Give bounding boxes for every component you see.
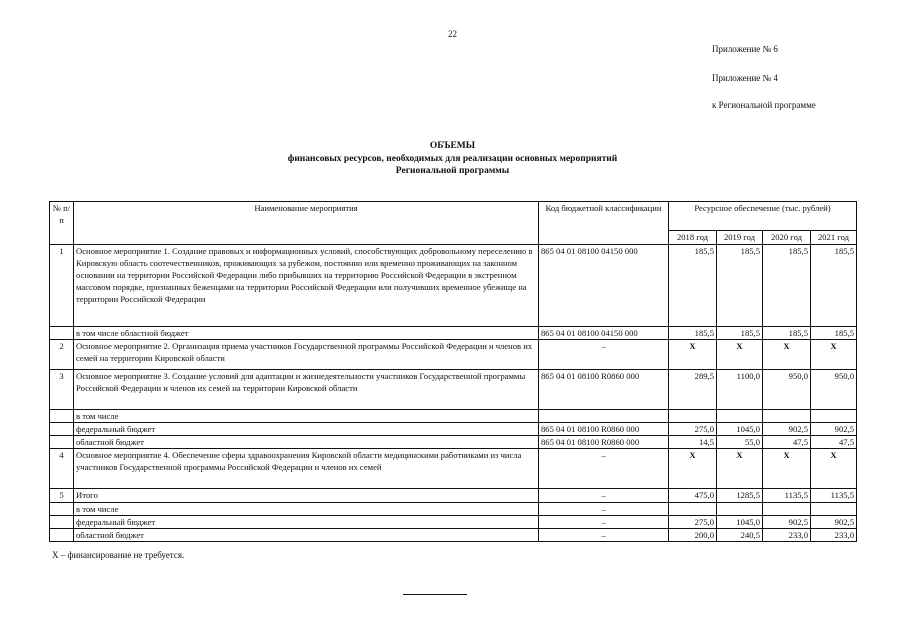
row-value: 185,5 — [763, 327, 811, 340]
header-code: Код бюджетной классификации — [539, 202, 669, 245]
header-resource: Ресурсное обеспечение (тыс. рублей) — [669, 202, 857, 231]
row-code: 865 04 01 08100 R0860 000 — [539, 436, 669, 449]
row-value: Х — [669, 449, 717, 489]
row-value: 1285,5 — [717, 489, 763, 503]
row-name: Основное мероприятие 2. Организация приема участников Государственной программы Российской Федерации и членов их семей на территории Кировской области — [74, 340, 539, 370]
row-value — [669, 410, 717, 423]
row-num — [50, 529, 74, 542]
row-value — [811, 503, 857, 516]
row-value: 185,5 — [669, 327, 717, 340]
row-value: 902,5 — [811, 423, 857, 436]
row-code: – — [539, 516, 669, 529]
footnote: Х – финансирование не требуется. — [52, 550, 185, 560]
row-num: 2 — [50, 340, 74, 370]
row-value: 275,0 — [669, 423, 717, 436]
row-value: Х — [811, 340, 857, 370]
row-code: 865 04 01 08100 R0860 000 — [539, 423, 669, 436]
table-row — [50, 340, 857, 370]
row-code: – — [539, 340, 669, 370]
table-row — [50, 529, 857, 542]
header-num: № п/п — [50, 202, 74, 245]
appendix-line-3: к Региональной программе — [712, 100, 816, 110]
header-name: Наименование мероприятия — [74, 202, 539, 245]
row-code: – — [539, 449, 669, 489]
row-value: Х — [717, 449, 763, 489]
row-num: 5 — [50, 489, 74, 503]
row-value: 185,5 — [669, 245, 717, 327]
document-subtitle-2: Региональной программы — [395, 166, 510, 176]
row-value: 233,0 — [811, 529, 857, 542]
row-value: 950,0 — [811, 370, 857, 410]
table-row — [50, 327, 857, 340]
row-num — [50, 436, 74, 449]
header-year: 2020 год — [763, 231, 811, 245]
row-value: 275,0 — [669, 516, 717, 529]
row-value: 185,5 — [811, 245, 857, 327]
row-name: федеральный бюджет — [74, 423, 539, 436]
row-value — [669, 503, 717, 516]
row-value: Х — [763, 449, 811, 489]
header-year: 2021 год — [811, 231, 857, 245]
row-code: – — [539, 489, 669, 503]
row-value: 233,0 — [763, 529, 811, 542]
row-code: 865 04 01 08100 04150 000 — [539, 245, 669, 327]
document-subtitle-1: финансовых ресурсов, необходимых для реализации основных мероприятий — [287, 154, 618, 164]
row-num — [50, 516, 74, 529]
table-row — [50, 245, 857, 327]
row-value: 1100,0 — [717, 370, 763, 410]
row-value: 55,0 — [717, 436, 763, 449]
row-value — [811, 410, 857, 423]
row-value: 902,5 — [811, 516, 857, 529]
table-row — [50, 503, 857, 516]
row-name: Итого — [74, 489, 539, 503]
row-value: 240,5 — [717, 529, 763, 542]
row-value: 185,5 — [763, 245, 811, 327]
table-row — [50, 436, 857, 449]
table-row — [50, 516, 857, 529]
appendix-line-2: Приложение № 4 — [712, 73, 778, 83]
table-row — [50, 410, 857, 423]
row-name: в том числе областной бюджет — [74, 327, 539, 340]
row-value — [717, 503, 763, 516]
row-name: областной бюджет — [74, 436, 539, 449]
row-value: 185,5 — [717, 245, 763, 327]
header-year: 2018 год — [669, 231, 717, 245]
row-code: 865 04 01 08100 R0860 000 — [539, 370, 669, 410]
header-year: 2019 год — [717, 231, 763, 245]
row-value: 185,5 — [717, 327, 763, 340]
row-num — [50, 327, 74, 340]
row-value: 950,0 — [763, 370, 811, 410]
row-name: Основное мероприятие 4. Обеспечение сферы здравоохранения Кировской области медицинскими работниками из числа участников Государственной программы Российской Федерации и членов их семей — [74, 449, 539, 489]
row-value: 185,5 — [811, 327, 857, 340]
row-name: областной бюджет — [74, 529, 539, 542]
row-code — [539, 410, 669, 423]
row-code: – — [539, 503, 669, 516]
row-value — [763, 410, 811, 423]
row-value: 902,5 — [763, 516, 811, 529]
table-row — [50, 423, 857, 436]
row-value: 475,0 — [669, 489, 717, 503]
row-value: 47,5 — [763, 436, 811, 449]
row-num: 4 — [50, 449, 74, 489]
row-value: Х — [669, 340, 717, 370]
row-name: в том числе — [74, 503, 539, 516]
closing-line — [403, 594, 467, 595]
appendix-line-1: Приложение № 6 — [712, 44, 778, 54]
row-value: 289,5 — [669, 370, 717, 410]
page-number: 22 — [448, 29, 457, 39]
row-num — [50, 503, 74, 516]
row-value — [717, 410, 763, 423]
row-value: Х — [763, 340, 811, 370]
row-value: 14,5 — [669, 436, 717, 449]
row-num: 1 — [50, 245, 74, 327]
row-value: 1135,5 — [811, 489, 857, 503]
row-code: – — [539, 529, 669, 542]
row-value: 1045,0 — [717, 516, 763, 529]
row-value: 1045,0 — [717, 423, 763, 436]
row-num — [50, 423, 74, 436]
funding-table — [49, 201, 857, 542]
row-value: 200,0 — [669, 529, 717, 542]
document-title: ОБЪЕМЫ — [429, 141, 476, 151]
row-value: Х — [811, 449, 857, 489]
table-row — [50, 489, 857, 503]
row-name: федеральный бюджет — [74, 516, 539, 529]
row-value — [763, 503, 811, 516]
row-num — [50, 410, 74, 423]
table-row — [50, 449, 857, 489]
row-name: Основное мероприятие 1. Создание правовых и информационных условий, способствующих добровольному переселению в Кировскую область соотечественников, проживающих за рубежом, постоянно или временно проживающих на законном основании на территории Российской Федерации либо прибывших на территорию Российской Федерации в экстренном массовом порядке, признанных беженцами на территории Российской Федерации или получивших временное убежище на территории Российской Федерации — [74, 245, 539, 327]
row-value: 47,5 — [811, 436, 857, 449]
row-code: 865 04 01 08100 04150 000 — [539, 327, 669, 340]
table-header-row — [50, 202, 857, 231]
row-value: 902,5 — [763, 423, 811, 436]
row-value: Х — [717, 340, 763, 370]
table-row — [50, 370, 857, 410]
row-value: 1135,5 — [763, 489, 811, 503]
row-num: 3 — [50, 370, 74, 410]
row-name: Основное мероприятие 3. Создание условий для адаптации и жизнедеятельности участников Государственной программы Российской Федерации и членов их семей на территории Кировской области — [74, 370, 539, 410]
row-name: в том числе — [74, 410, 539, 423]
